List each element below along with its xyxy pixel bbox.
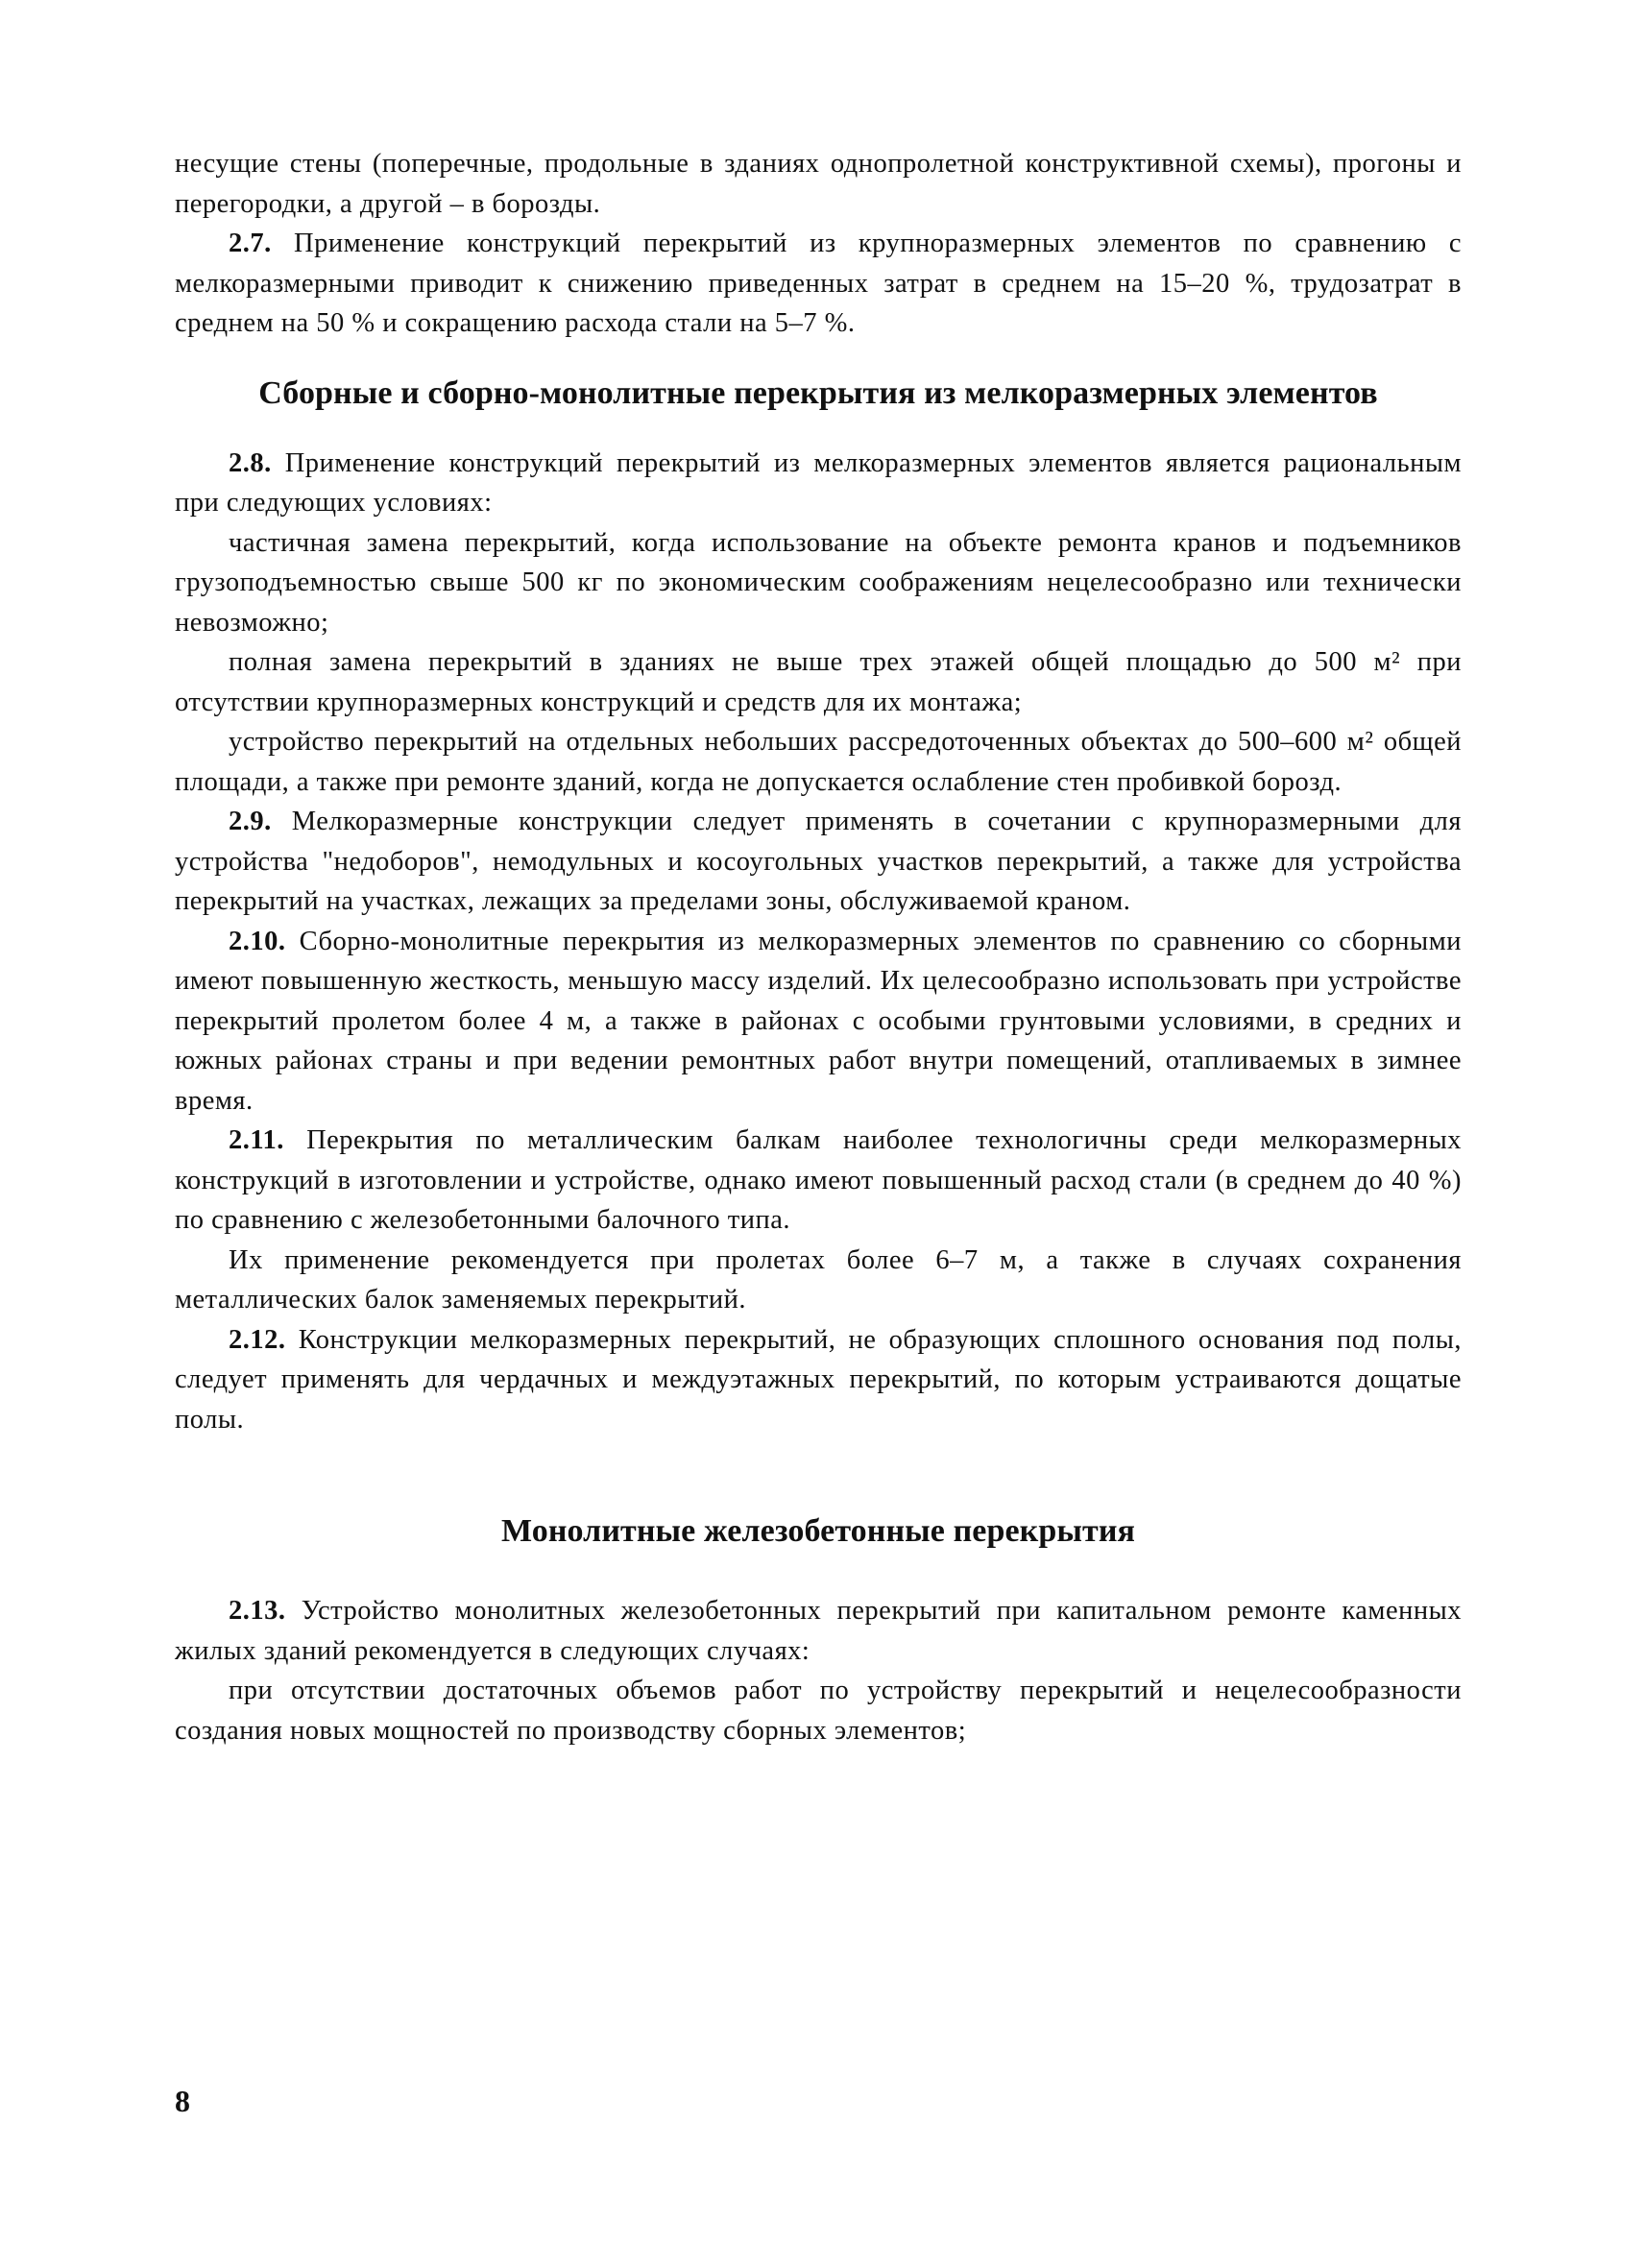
clause-number: 2.8. bbox=[229, 447, 272, 478]
clause-number: 2.10. bbox=[229, 926, 286, 956]
section-heading-prefab: Сборные и сборно-монолитные перекрытия из мелкоразмерных элементов bbox=[258, 374, 1378, 411]
condition-item: частичная замена перекрытий, когда использование на объекте ремонта кранов и подъемников грузоподъемностью свыше 500 кг по экономическим соображениям нецелесообразно или технически невозможно; bbox=[175, 527, 1462, 638]
paragraph-continuation: несущие стены (поперечные, продольные в зданиях однопролетной конструктивной схемы), прогоны и перегородки, а другой – в борозды. bbox=[175, 149, 1462, 219]
clause-number: 2.11. bbox=[229, 1125, 284, 1155]
paragraph-2-12: 2.12. Конструкции мелкоразмерных перекрытий, не образующих сплошного основания под полы, следует применять для чердачных и междуэтажных перекрытий, по которым устраиваются дощатые полы. bbox=[175, 1324, 1462, 1435]
paragraph-2-10: 2.10. Сборно-монолитные перекрытия из мелкоразмерных элементов по сравнению со сборными имеют повышенную жесткость, меньшую массу изделий. Их целесообразно использовать при устройстве перекрытий пролетом более 4 м, а также в районах с особыми грунтовыми условиями, в средних и южных районах страны и при ведении ремонтных работ внутри помещений, отапливаемых в зимнее время. bbox=[175, 926, 1462, 1116]
clause-number: 2.9. bbox=[229, 807, 272, 836]
condition-item: устройство перекрытий на отдельных небольших рассредоточенных объектах до 500–600 м² общей площади, а также при ремонте зданий, когда не допускается ослабление стен пробивкой борозд. bbox=[175, 727, 1462, 797]
paragraph-2-11-continued: Их применение рекомендуется при пролетах более 6–7 м, а также в случаях сохранения металлических балок заменяемых перекрытий. bbox=[175, 1244, 1462, 1315]
condition-item: полная замена перекрытий в зданиях не выше трех этажей общей площадью до 500 м² при отсутствии крупноразмерных конструкций и средств для их монтажа; bbox=[175, 647, 1462, 717]
paragraph-2-9: 2.9. Мелкоразмерные конструкции следует применять в сочетании с крупноразмерными для устройства "недоборов", немодульных и косоугольных участков перекрытий, а также для устройства перекрытий на участках, лежащих за пределами зоны, обслуживаемой краном. bbox=[175, 807, 1463, 916]
paragraph-2-13: 2.13. Устройство монолитных железобетонных перекрытий при капитальном ремонте каменных жилых зданий рекомендуется в следующих случаях: bbox=[175, 1596, 1462, 1666]
document-page bbox=[175, 144, 1462, 1750]
condition-item: при отсутствии достаточных объемов работ по устройству перекрытий и нецелесообразности создания новых мощностей по производству сборных элементов; bbox=[175, 1676, 1462, 1746]
page-number: 8 bbox=[175, 2084, 190, 2118]
clause-number: 2.7. bbox=[229, 229, 272, 258]
clause-number: 2.12. bbox=[229, 1324, 286, 1355]
paragraph-2-7: 2.7. Применение конструкций перекрытий из крупноразмерных элементов по сравнению с мелкоразмерными приводит к снижению приведенных затрат в среднем на 15–20 %, трудозатрат в среднем на 50 % и сокращению расхода стали на 5–7 %. bbox=[175, 229, 1462, 338]
paragraph-2-11: 2.11. Перекрытия по металлическим балкам наиболее технологичны среди мелкоразмерных конструкций в изготовлении и устройстве, однако имеют повышенный расход стали (в среднем до 40 %) по сравнению с железобетонными балочного типа. bbox=[175, 1125, 1462, 1235]
section-heading-monolithic: Монолитные железобетонные перекрытия bbox=[500, 1513, 1136, 1549]
paragraph-2-8: 2.8. Применение конструкций перекрытий из мелкоразмерных элементов является рациональным при следующих условиях: bbox=[175, 447, 1463, 518]
clause-number: 2.13. bbox=[229, 1596, 286, 1626]
